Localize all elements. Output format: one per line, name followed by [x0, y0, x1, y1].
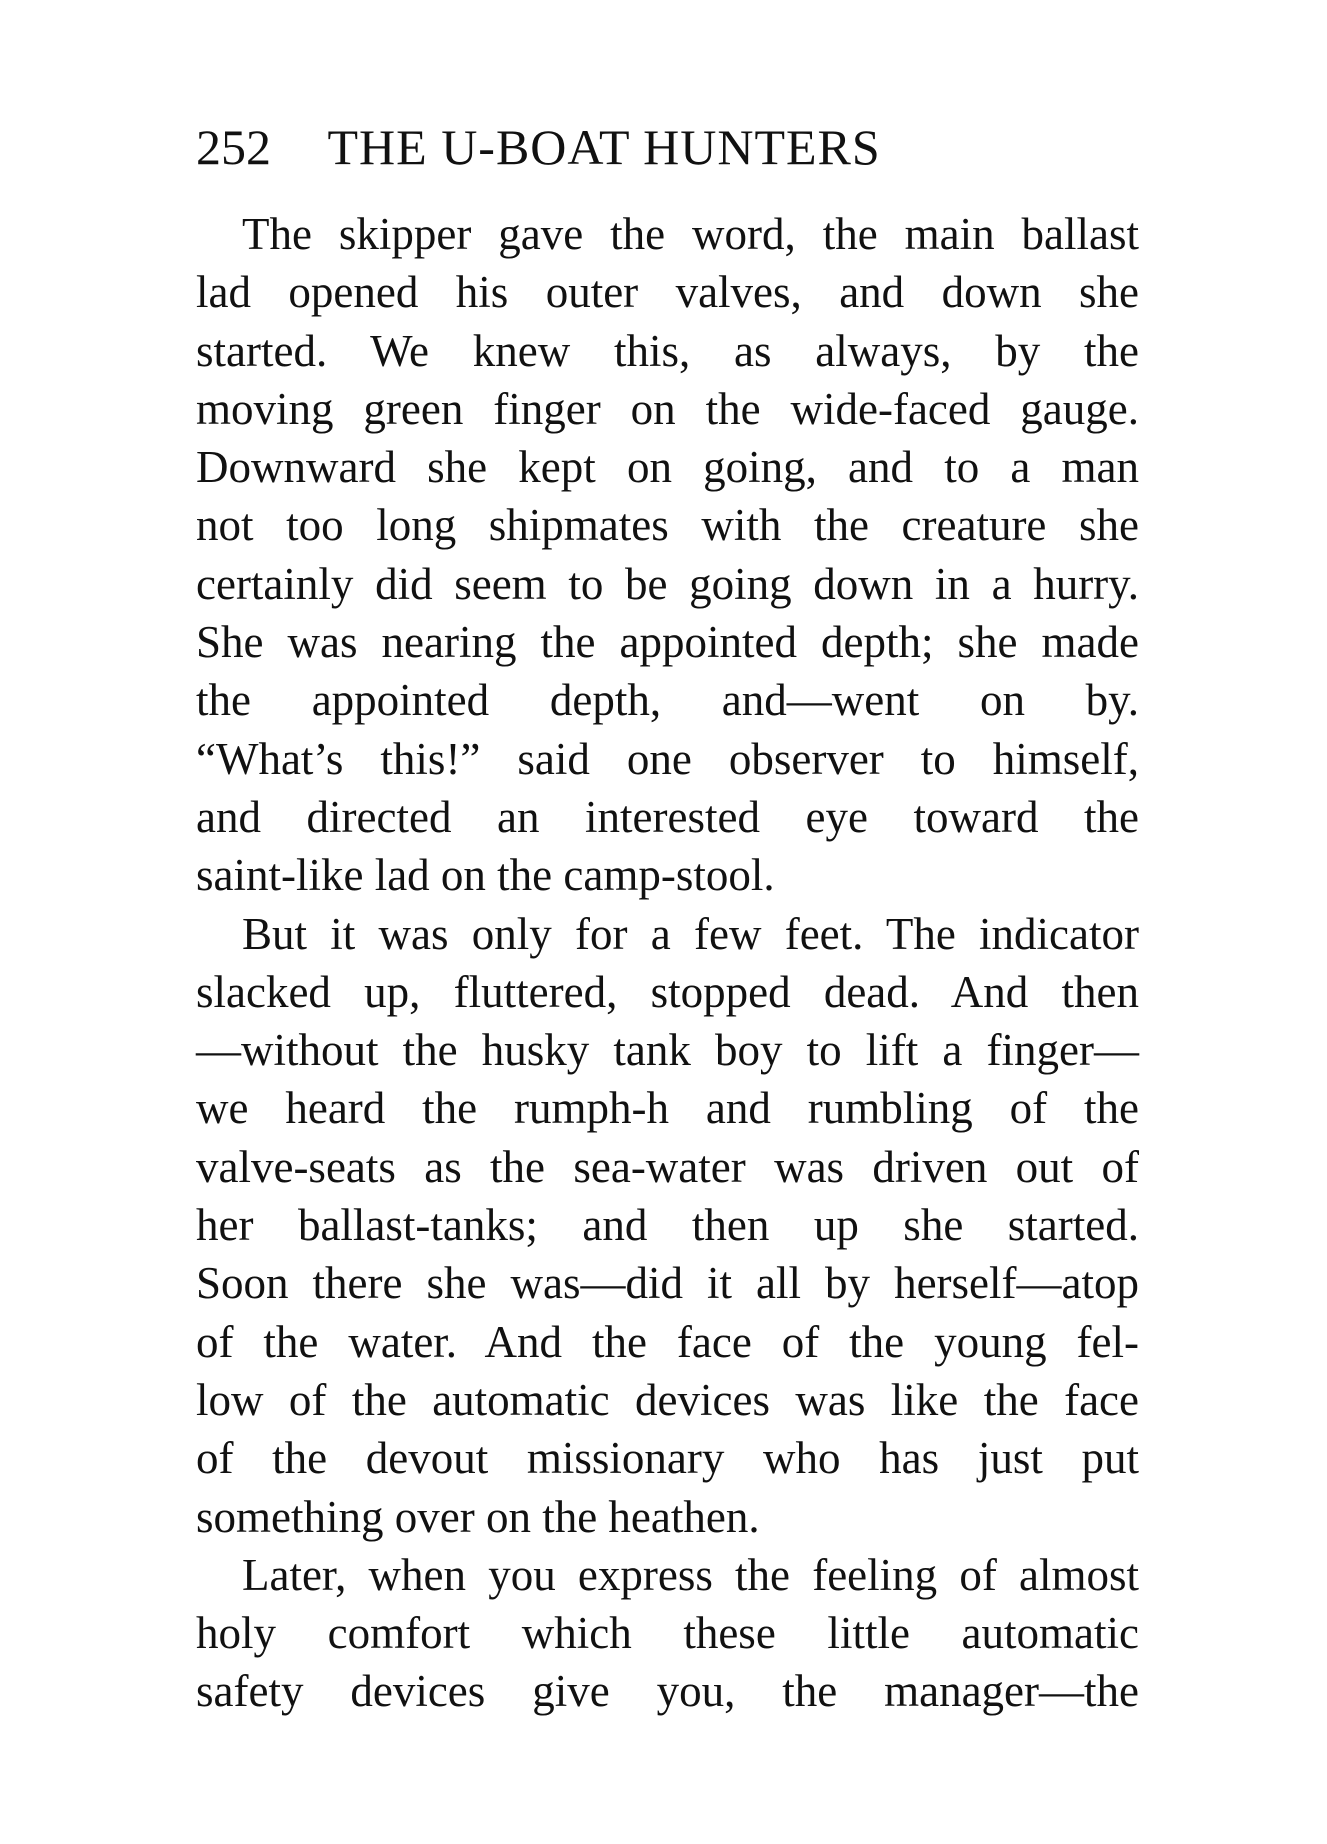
- text-line: —without the husky tank boy to lift a finger—: [196, 1025, 1139, 1076]
- text-line: slacked up, fluttered, stopped dead. And then: [196, 966, 1139, 1017]
- text-line: and directed an interested eye toward the: [196, 791, 1139, 842]
- text-line: started. We knew this, as always, by the: [196, 325, 1139, 376]
- page-header: [196, 112, 1156, 182]
- text-line: valve-seats as the sea-water was driven out of: [196, 1141, 1139, 1192]
- text-line: The skipper gave the word, the main ballast: [242, 209, 1139, 259]
- text-line: of the water. And the face of the young fel-: [196, 1316, 1139, 1367]
- text-line: low of the automatic devices was like the face: [196, 1374, 1139, 1425]
- text-line: of the devout missionary who has just put: [196, 1433, 1139, 1484]
- text-line: Downward she kept on going, and to a man: [196, 442, 1139, 493]
- text-line: not too long shipmates with the creature she: [196, 500, 1139, 551]
- running-title: THE U-BOAT HUNTERS: [327, 119, 881, 175]
- text-line: Later, when you express the feeling of almost: [242, 1549, 1139, 1600]
- text-line: saint-like lad on the camp-stool.: [196, 850, 775, 901]
- text-line: lad opened his outer valves, and down she: [196, 267, 1139, 318]
- page-number: 252: [196, 119, 271, 175]
- text-line: we heard the rumph-h and rumbling of the: [196, 1083, 1139, 1134]
- text-line: Soon there she was—did it all by herself—atop: [196, 1258, 1139, 1309]
- text-line: something over on the heathen.: [196, 1491, 760, 1542]
- text-line: She was nearing the appointed depth; she made: [196, 617, 1139, 668]
- text-line: her ballast-tanks; and then up she started.: [196, 1200, 1139, 1251]
- text-line: But it was only for a few feet. The indicator: [242, 908, 1139, 959]
- body-text: [196, 205, 1139, 1721]
- text-line: the appointed depth, and—went on by.: [196, 675, 1139, 726]
- text-line: holy comfort which these little automatic: [196, 1608, 1139, 1659]
- text-line: certainly did seem to be going down in a hurry.: [196, 558, 1139, 609]
- text-line: “What’s this!” said one observer to himself,: [196, 733, 1139, 784]
- text-line: moving green finger on the wide-faced gauge.: [196, 383, 1139, 434]
- text-line: safety devices give you, the manager—the: [196, 1666, 1139, 1717]
